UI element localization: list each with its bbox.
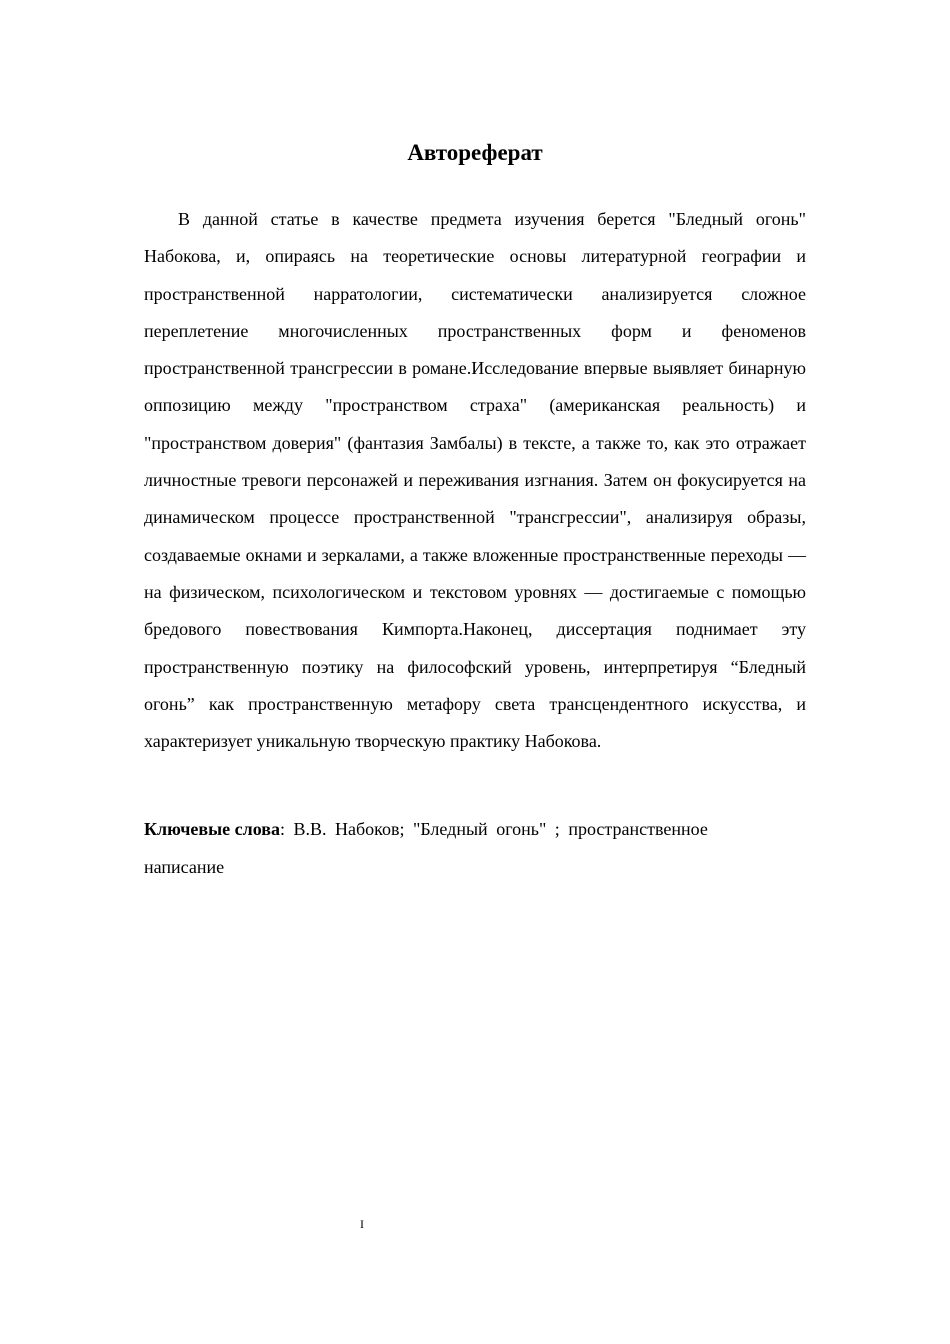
page-number: I (360, 1217, 364, 1231)
keywords-separator: : (279, 819, 285, 839)
document-title: Автореферат (407, 140, 543, 165)
keywords-text: В.В. Набоков; "Бледный огонь" ; пространственное написание (144, 819, 708, 877)
keywords-line (144, 810, 754, 886)
keywords-label: Ключевые слова (144, 819, 280, 839)
abstract-paragraph: В данной статье в качестве предмета изучения берется "Бледный огонь" Набокова, и, опираясь на теоретические основы литературной географии и пространственной нарратологии, систематически анализируется сложное переплетение многочисленных пространственных форм и феноменов пространственной трансгрессии в романе.Исследование впервые выявляет бинарную оппозицию между "пространством страха" (американская реальность) и "пространством доверия" (фантазия Замбалы) в тексте, а также то, как это отражает личностные тревоги персонажей и переживания изгнания. Затем он фокусируется на динамическом процессе пространственной "трансгрессии", анализируя образы, создаваемые окнами и зеркалами, а также вложенные пространственные переходы — на физическом, психологическом и текстовом уровнях — достигаемые с помощью бредового повествования Кимпорта.Наконец, диссертация поднимает эту пространственную поэтику на философский уровень, интерпретируя “Бледный огонь” как пространственную метафору света трансцендентного искусства, и характеризует уникальную творческую практику Набокова. (144, 209, 806, 752)
